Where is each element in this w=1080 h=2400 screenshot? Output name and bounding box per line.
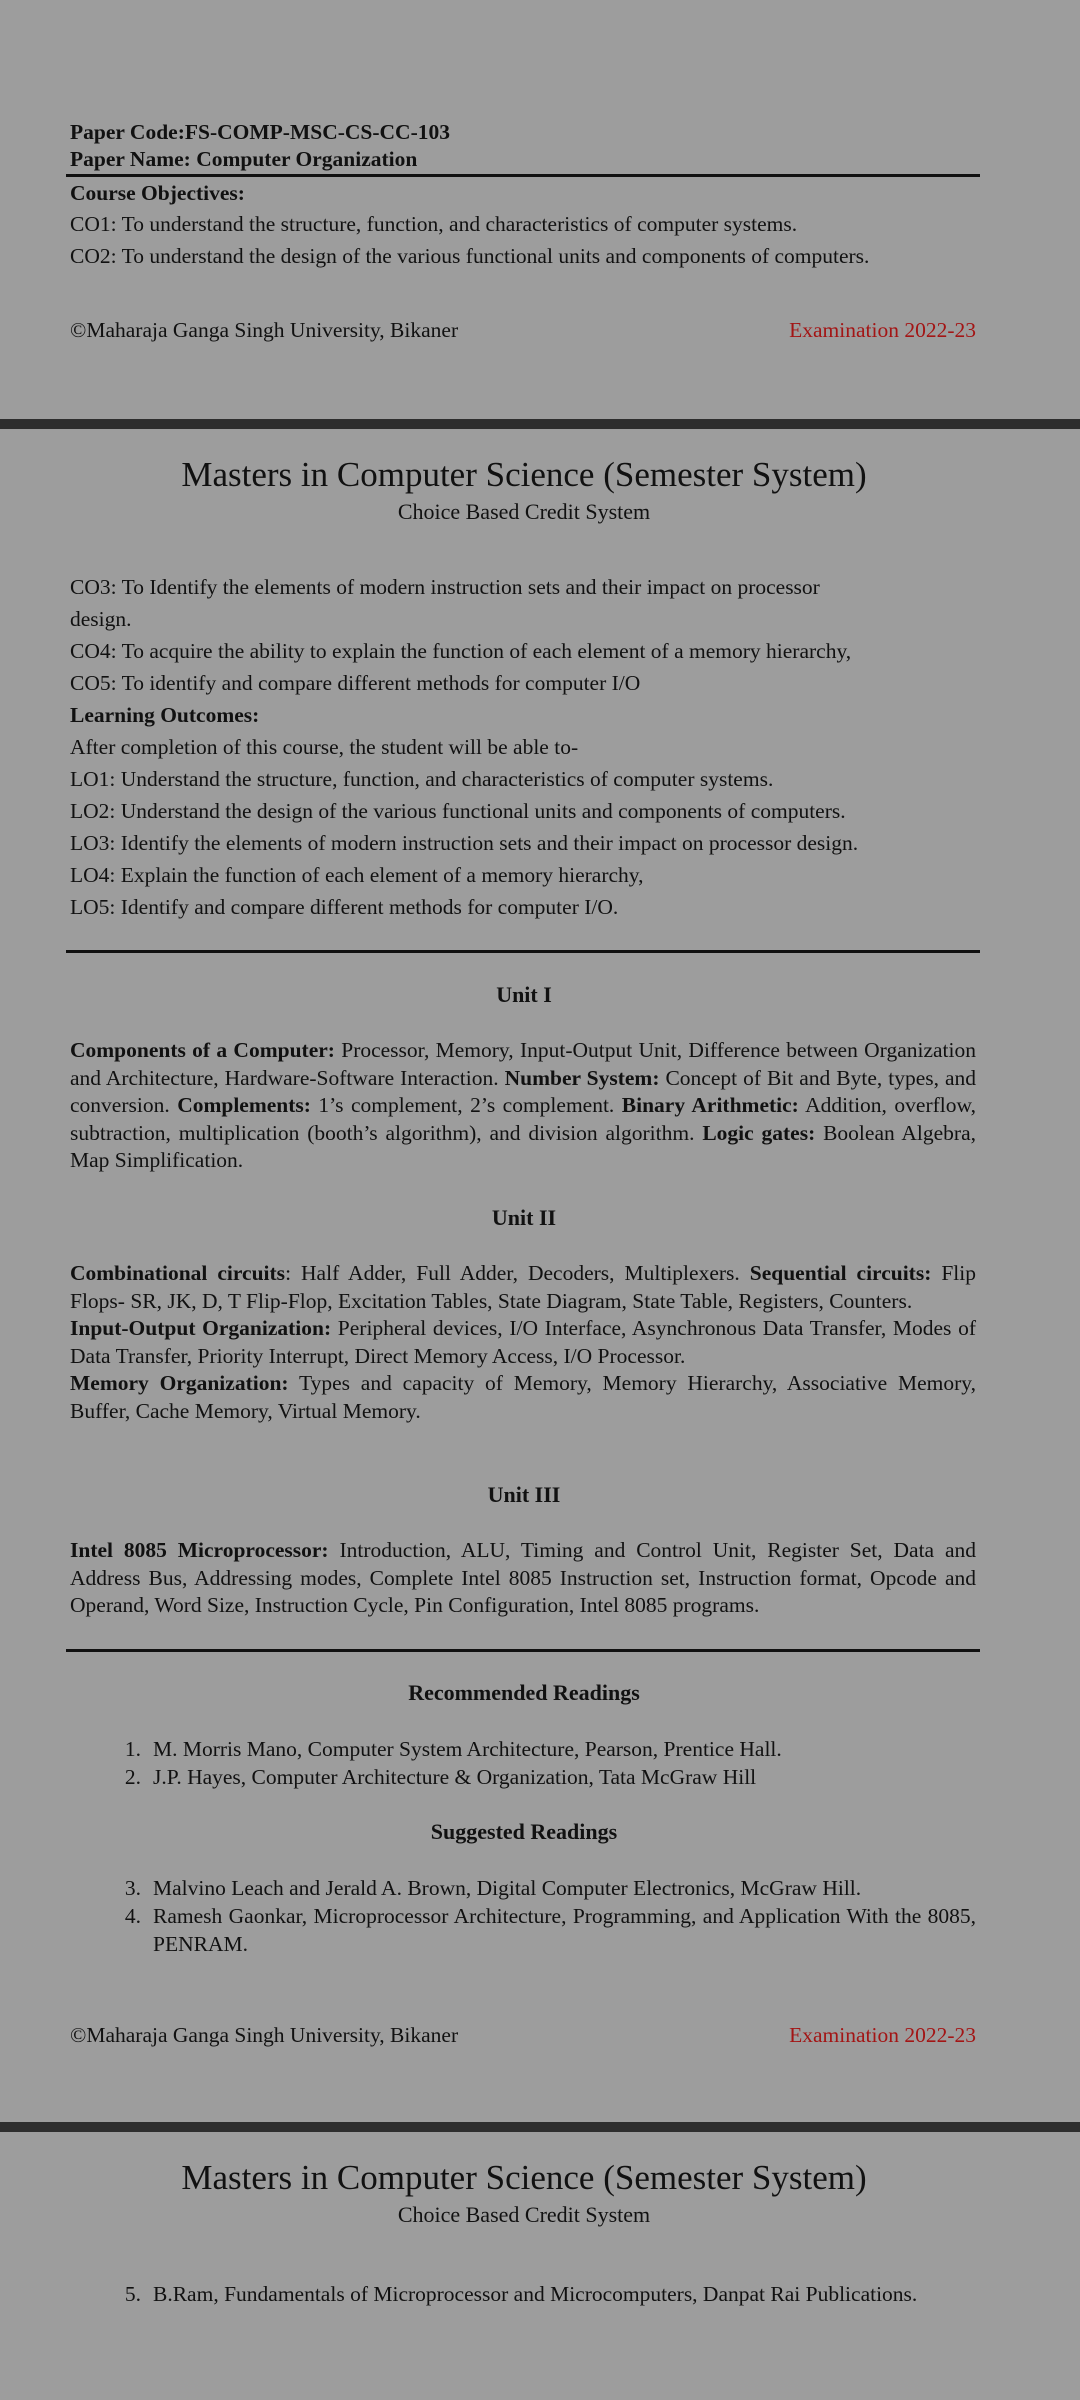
lo2: LO2: Understand the design of the various functional units and components of computers.	[70, 799, 846, 823]
co2: CO2: To understand the design of the various functional units and components of computers.	[70, 244, 870, 268]
divider	[66, 1649, 980, 1652]
page-title: Masters in Computer Science (Semester System)	[181, 455, 867, 494]
unit-2-content: Combinational circuits: Half Adder, Full Adder, Decoders, Multiplexers. Sequential circuits: Flip Flops- SR, JK, D, T Flip-Flop, Excitation Tables, State Diagram, State Table, Registers, Counters. Input-Output Organization: Peripheral devices, I/O Interface, Asynchronous Data Transfer, Modes of Data Transfer, Priority Interrupt, Direct Memory Access, I/O Processor. Memory Organization: Types and capacity of Memory, Memory Hierarchy, Associative Memory, Buffer, Cache Memory, Virtual Memory.	[70, 1261, 977, 1423]
co1: CO1: To understand the structure, function, and characteristics of computer systems.	[70, 212, 798, 236]
reference-item: 1. M. Morris Mano, Computer System Architecture, Pearson, Prentice Hall.	[124, 1737, 782, 1761]
lo3: LO3: Identify the elements of modern instruction sets and their impact on processor design.	[70, 831, 859, 855]
co5: CO5: To identify and compare different methods for computer I/O	[70, 671, 641, 695]
outcomes-heading: Learning Outcomes:	[70, 703, 260, 727]
unit-3-content: Intel 8085 Microprocessor: Introduction, ALU, Timing and Control Unit, Register Set, Data and Address Bus, Addressing modes, Complete Intel 8085 Instruction set, Instruction format, Opcode and Operand, Word Size, Instruction Cycle, Pin Configuration, Intel 8085 programs.	[70, 1538, 977, 1617]
footer-university: ©Maharaja Ganga Singh University, Bikaner	[70, 2023, 459, 2047]
divider	[66, 950, 980, 953]
page-subtitle: Choice Based Credit System	[397, 2202, 651, 2227]
co4: CO4: To acquire the ability to explain the function of each element of a memory hierarchy,	[70, 639, 852, 663]
page-subtitle: Choice Based Credit System	[397, 499, 651, 524]
lo5: LO5: Identify and compare different methods for computer I/O.	[70, 895, 619, 919]
footer-exam: Examination 2022-23	[789, 318, 976, 342]
paper-name: Paper Name: Computer Organization	[70, 147, 418, 171]
co3: CO3: To Identify the elements of modern instruction sets and their impact on processor	[70, 575, 820, 599]
co3-cont: design.	[70, 607, 132, 631]
objectives-continued	[70, 571, 978, 923]
unit-2-heading: Unit II	[491, 1205, 557, 1230]
page-separator	[0, 419, 1080, 429]
page-2	[0, 429, 1080, 2122]
footer	[70, 318, 976, 343]
unit-1-heading: Unit I	[496, 982, 552, 1007]
page-title: Masters in Computer Science (Semester System)	[181, 2158, 867, 2197]
outcomes-intro: After completion of this course, the student will be able to-	[70, 735, 579, 759]
footer-exam: Examination 2022-23	[789, 2023, 976, 2047]
reference-item: 5. B.Ram, Fundamentals of Microprocessor and Microcomputers, Danpat Rai Publications.	[124, 2282, 918, 2306]
footer	[70, 2023, 976, 2048]
objectives-heading: Course Objectives:	[70, 181, 245, 205]
suggested-heading: Suggested Readings	[430, 1819, 618, 1844]
lo1: LO1: Understand the structure, function, and characteristics of computer systems.	[70, 767, 774, 791]
page-1	[0, 0, 1080, 420]
unit-3-heading: Unit III	[487, 1482, 561, 1507]
lo4: LO4: Explain the function of each element of a memory hierarchy,	[70, 863, 644, 887]
reference-item: 2. J.P. Hayes, Computer Architecture & Organization, Tata McGraw Hill	[124, 1765, 757, 1789]
page-separator	[0, 2122, 1080, 2132]
course-objectives	[70, 178, 978, 272]
paper-header	[70, 118, 978, 173]
footer-university: ©Maharaja Ganga Singh University, Bikaner	[70, 318, 459, 342]
recommended-heading: Recommended Readings	[408, 1680, 640, 1705]
divider	[66, 174, 980, 177]
reference-item: 4. Ramesh Gaonkar, Microprocessor Architecture, Programming, and Application With the 8085, PENRAM.	[124, 1904, 976, 1956]
reference-item: 3. Malvino Leach and Jerald A. Brown, Digital Computer Electronics, McGraw Hill.	[124, 1876, 862, 1900]
unit-1-content: Components of a Computer: Processor, Memory, Input-Output Unit, Difference between Organization and Architecture, Hardware-Software Interaction. Number System: Concept of Bit and Byte, types, and conversion. Complements: 1’s complement, 2’s complement. Binary Arithmetic: Addition, overflow, subtraction, multiplication (booth’s algorithm), and division algorithm. Logic gates: Boolean Algebra, Map Simplification.	[70, 1038, 977, 1172]
paper-code: Paper Code:FS-COMP-MSC-CS-CC-103	[70, 120, 450, 144]
page-3	[0, 2132, 1080, 2400]
